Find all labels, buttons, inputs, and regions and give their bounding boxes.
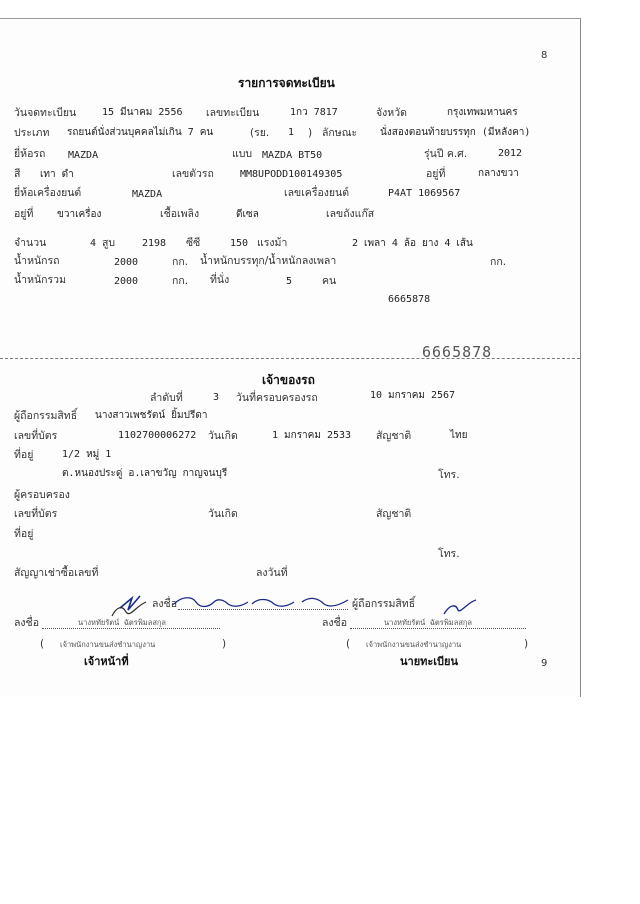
possession-date-label: วันที่ครอบครองรถ [236,392,318,404]
cylinders: 4 [90,238,97,249]
horsepower: 150 [230,238,249,249]
year-label: รุ่นปี ค.ศ. [424,148,468,160]
weight-label: น้ำหนักรถ [14,255,60,267]
possessor-tel-label: โทร. [438,548,460,560]
gross-weight-label: น้ำหนักรวม [14,274,66,286]
seats-unit: คน [322,275,337,287]
seats: 5 [286,276,293,287]
lease-date-label: ลงวันที่ [256,567,288,579]
possession-date: 10 มกราคม 2567 [370,390,456,401]
registrar-paren-close: ) [524,638,529,650]
engine-brand: MAZDA [132,189,163,200]
fuel-label: เชื้อเพลิง [160,208,200,220]
holder-name: นางสาวเพชรัตน์ ยิ้มปรีดา [95,410,208,421]
officer-name: นางหทัยรัตน์ ฉัตรพิมลสกุล [78,618,167,627]
engine-number: P4AT 1069567 [388,188,461,199]
brand-label: ยี่ห้อรถ [14,148,46,160]
vehicle-type: รถยนต์นั่งส่วนบุคคลไม่เกิน 7 คน [67,127,214,138]
possessor-label: ผู้ครอบครอง [14,489,70,501]
registrar-position: เจ้าพนักงานขนส่งชำนาญงาน [366,640,462,649]
engine-number-label: เลขเครื่องยนต์ [284,187,350,199]
officer-sign-label: ลงชื่อ [14,617,39,629]
model-year: 2012 [498,148,523,159]
lease-contract-label: สัญญาเช่าซื้อเลขที่ [14,567,99,579]
chassis-location: กลางขวา [478,168,519,179]
gross-weight: 2000 [114,276,139,287]
order-label: ลำดับที่ [150,392,183,404]
cc-unit: ซีซี [186,237,201,249]
nationality-label: สัญชาติ [376,430,412,442]
registrar-name: นางหทัยรัตน์ ฉัตรพิมลสกุล [384,618,473,627]
ry-label: (รย. [250,127,270,139]
seats-label: ที่นั่ง [210,274,230,286]
address-line-2: ต.หนองประดู่ อ.เลาขวัญ กาญจนบุรี [62,468,228,479]
possessor-nationality-label: สัญชาติ [376,508,412,520]
birth-label: วันเกิด [208,430,238,442]
id-number: 1102700006272 [118,430,197,441]
engine-cc: 2198 [142,238,167,249]
holder-signature-icon [118,586,368,616]
province-label: จังหวัด [376,107,407,119]
province: กรุงเทพมหานคร [447,107,518,118]
officer-role: เจ้าหน้าที่ [84,655,129,668]
vehicle-weight: 2000 [114,257,139,268]
order-number: 3 [213,392,220,403]
plate-number: 1กว 7817 [290,107,338,118]
ry-number: 1 [288,127,295,138]
load-weight-label: น้ำหนักบรรทุก/น้ำหนักลงเพลา [200,255,337,267]
possessor-address-label: ที่อยู่ [14,528,34,540]
engine-location-label: อยู่ที่ [14,208,34,220]
holder-sign-label: ลงชื่อ [152,598,177,610]
weight-unit: กก. [172,256,189,268]
address-line-1: 1/2 หมู่ 1 [62,449,112,460]
id-label: เลขที่บัตร [14,430,58,442]
page-number-top: 8 [541,50,548,61]
chassis-location-label: อยู่ที่ [426,168,446,180]
page-fold-line [0,358,580,359]
chassis-number: MM8UPODD100149305 [240,169,343,180]
reg-date-label: วันจดทะเบียน [14,107,77,119]
possessor-id-label: เลขที่บัตร [14,508,58,520]
registrar-role: นายทะเบียน [400,655,459,668]
address-label: ที่อยู่ [14,449,34,461]
nationality: ไทย [450,430,468,441]
character-label: ลักษณะ [322,127,358,139]
officer-position: เจ้าพนักงานขนส่งชำนาญงาน [60,640,156,649]
engine-brand-label: ยี่ห้อเครื่องยนต์ [14,187,82,199]
reg-date: 15 มีนาคม 2556 [102,107,183,118]
officer-paren-close: ) [222,638,227,650]
tel-label: โทร. [438,469,460,481]
possessor-birth-label: วันเกิด [208,508,238,520]
type-label: ประเภท [14,127,50,139]
fuel-type: ดีเซล [236,209,259,220]
serial-number: 6665878 [388,294,431,305]
gas-tank-label: เลขถังแก๊ส [326,208,375,220]
vehicle-character: นั่งสองตอนท้ายบรรทุก (มีหลังคา) [380,127,531,138]
officer-signature-icon [110,598,150,620]
model-label: แบบ [232,148,253,160]
plate-label: เลขทะเบียน [206,107,260,119]
holder-label: ผู้ถือกรรมสิทธิ์ [14,410,78,422]
model: MAZDA BT50 [262,150,323,161]
birth-date: 1 มกราคม 2533 [272,430,352,441]
registration-title: รายการจดทะเบียน [238,76,335,90]
owner-title: เจ้าของรถ [262,373,315,387]
cylinders-unit: สูบ [102,237,116,249]
count-label: จำนวน [14,237,47,249]
registrar-paren-open: ( [346,638,351,650]
serial-stamp: 6665878 [422,346,493,358]
gross-weight-unit: กก. [172,275,189,287]
brand: MAZDA [68,150,99,161]
color-label: สี [14,168,21,180]
engine-location: ขวาเครื่อง [57,209,102,220]
officer-paren-open: ( [40,638,45,650]
vehicle-color: เทา ดำ [40,169,74,180]
load-weight-unit: กก. [490,256,507,268]
ry-close: ) [308,127,313,139]
registrar-sign-label: ลงชื่อ [322,617,347,629]
holder-sign-role: ผู้ถือกรรมสิทธิ์ [352,598,416,610]
hp-unit: แรงม้า [257,237,288,249]
registrar-signature-icon [440,596,480,618]
axle-wheel-tire: 2 เพลา 4 ล้อ ยาง 4 เส้น [352,238,473,249]
page-number-bottom: 9 [541,658,548,669]
chassis-label: เลขตัวรถ [172,168,214,180]
